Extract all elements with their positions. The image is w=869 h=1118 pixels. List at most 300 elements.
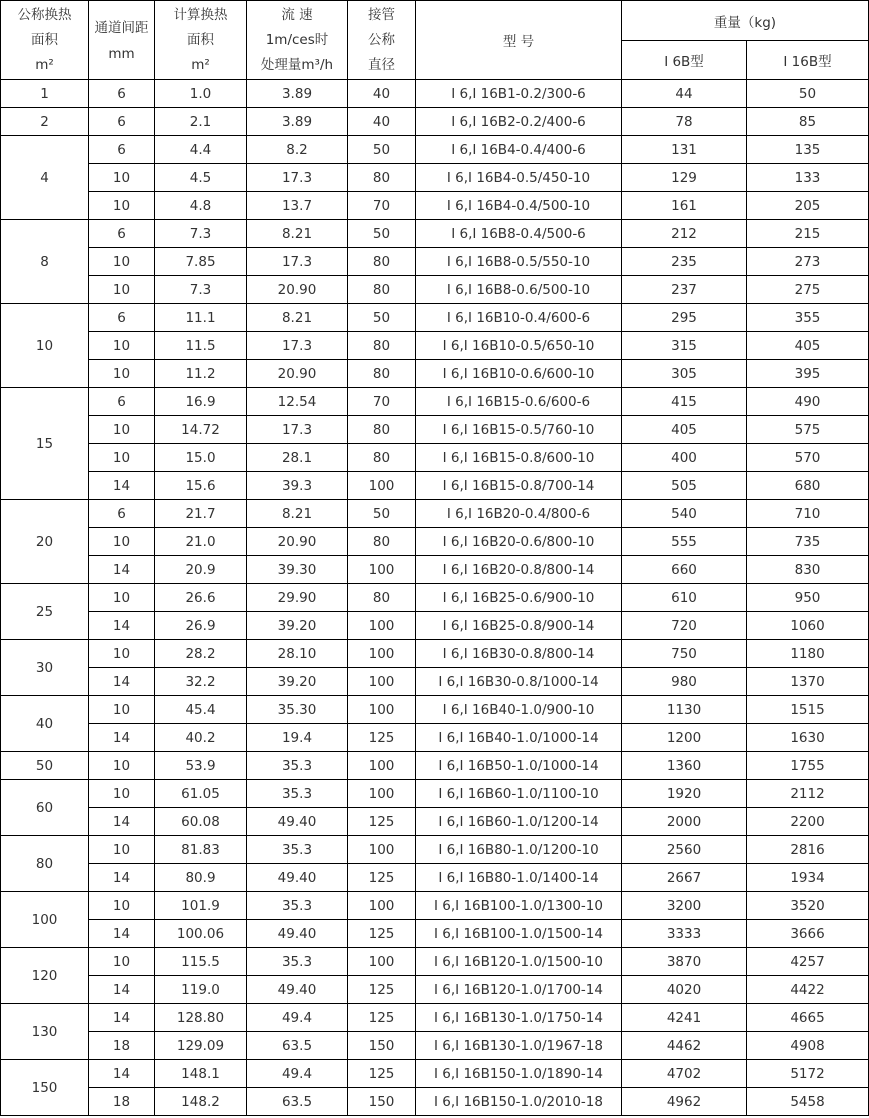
cell-flow-rate: 8.21 <box>247 304 348 332</box>
table-row <box>1 136 869 164</box>
cell-weight-16b: 2816 <box>747 836 869 864</box>
cell-weight-6b: 237 <box>622 276 747 304</box>
cell-weight-6b: 4962 <box>622 1088 747 1116</box>
cell-weight-16b: 133 <box>747 164 869 192</box>
cell-model: I 6,I 16B15-0.6/600-6 <box>416 388 622 416</box>
cell-weight-16b: 570 <box>747 444 869 472</box>
cell-nominal-area: 50 <box>1 752 89 780</box>
table-row <box>1 528 869 556</box>
cell-weight-16b: 680 <box>747 472 869 500</box>
cell-calc-area: 129.09 <box>155 1032 247 1060</box>
table-row <box>1 836 869 864</box>
cell-flow-rate: 49.40 <box>247 808 348 836</box>
cell-pipe-diameter: 80 <box>348 528 416 556</box>
cell-pipe-diameter: 70 <box>348 388 416 416</box>
cell-model: I 6,I 16B60-1.0/1200-14 <box>416 808 622 836</box>
cell-weight-6b: 161 <box>622 192 747 220</box>
cell-calc-area: 128.80 <box>155 1004 247 1032</box>
cell-model: I 6,I 16B25-0.8/900-14 <box>416 612 622 640</box>
cell-model: I 6,I 16B4-0.5/450-10 <box>416 164 622 192</box>
cell-weight-6b: 44 <box>622 80 747 108</box>
cell-flow-rate: 39.30 <box>247 556 348 584</box>
cell-weight-16b: 4257 <box>747 948 869 976</box>
cell-pipe-diameter: 80 <box>348 360 416 388</box>
cell-model: I 6,I 16B100-1.0/1500-14 <box>416 920 622 948</box>
cell-pipe-diameter: 100 <box>348 640 416 668</box>
cell-pipe-diameter: 50 <box>348 500 416 528</box>
cell-calc-area: 148.2 <box>155 1088 247 1116</box>
cell-model: I 6,I 16B8-0.6/500-10 <box>416 276 622 304</box>
cell-weight-6b: 235 <box>622 248 747 276</box>
cell-flow-rate: 17.3 <box>247 248 348 276</box>
table-row <box>1 500 869 528</box>
cell-pipe-diameter: 125 <box>348 808 416 836</box>
cell-pipe-diameter: 40 <box>348 108 416 136</box>
cell-channel-gap: 10 <box>89 416 155 444</box>
table-row <box>1 1032 869 1060</box>
cell-flow-rate: 35.3 <box>247 836 348 864</box>
cell-pipe-diameter: 150 <box>348 1088 416 1116</box>
cell-pipe-diameter: 100 <box>348 948 416 976</box>
cell-model: I 6,I 16B20-0.6/800-10 <box>416 528 622 556</box>
cell-pipe-diameter: 80 <box>348 444 416 472</box>
cell-channel-gap: 14 <box>89 864 155 892</box>
cell-pipe-diameter: 100 <box>348 780 416 808</box>
cell-pipe-diameter: 125 <box>348 920 416 948</box>
cell-calc-area: 4.5 <box>155 164 247 192</box>
cell-nominal-area: 30 <box>1 640 89 696</box>
cell-model: I 6,I 16B40-1.0/1000-14 <box>416 724 622 752</box>
cell-channel-gap: 10 <box>89 528 155 556</box>
cell-model: I 6,I 16B130-1.0/1967-18 <box>416 1032 622 1060</box>
table-row <box>1 388 869 416</box>
cell-channel-gap: 6 <box>89 388 155 416</box>
cell-channel-gap: 10 <box>89 780 155 808</box>
cell-calc-area: 7.3 <box>155 276 247 304</box>
cell-nominal-area: 60 <box>1 780 89 836</box>
cell-calc-area: 100.06 <box>155 920 247 948</box>
cell-weight-6b: 2667 <box>622 864 747 892</box>
cell-weight-16b: 355 <box>747 304 869 332</box>
cell-model: I 6,I 16B50-1.0/1000-14 <box>416 752 622 780</box>
cell-calc-area: 11.5 <box>155 332 247 360</box>
cell-calc-area: 148.1 <box>155 1060 247 1088</box>
cell-calc-area: 21.7 <box>155 500 247 528</box>
cell-model: I 6,I 16B4-0.4/500-10 <box>416 192 622 220</box>
cell-flow-rate: 8.21 <box>247 220 348 248</box>
cell-calc-area: 26.9 <box>155 612 247 640</box>
cell-model: I 6,I 16B30-0.8/1000-14 <box>416 668 622 696</box>
cell-weight-6b: 1920 <box>622 780 747 808</box>
header-weight-6b: I 6B型 <box>622 41 747 80</box>
cell-channel-gap: 10 <box>89 948 155 976</box>
cell-channel-gap: 6 <box>89 500 155 528</box>
cell-weight-6b: 980 <box>622 668 747 696</box>
cell-weight-16b: 1370 <box>747 668 869 696</box>
cell-model: I 6,I 16B130-1.0/1750-14 <box>416 1004 622 1032</box>
cell-weight-6b: 720 <box>622 612 747 640</box>
cell-flow-rate: 20.90 <box>247 360 348 388</box>
header-calc-area <box>155 1 247 80</box>
cell-weight-16b: 273 <box>747 248 869 276</box>
cell-pipe-diameter: 40 <box>348 80 416 108</box>
cell-calc-area: 14.72 <box>155 416 247 444</box>
cell-nominal-area: 100 <box>1 892 89 948</box>
cell-flow-rate: 39.3 <box>247 472 348 500</box>
table-row <box>1 808 869 836</box>
cell-weight-6b: 3200 <box>622 892 747 920</box>
cell-weight-6b: 305 <box>622 360 747 388</box>
cell-weight-6b: 660 <box>622 556 747 584</box>
cell-weight-16b: 1515 <box>747 696 869 724</box>
table-row <box>1 108 869 136</box>
table-row <box>1 164 869 192</box>
header-line: m² <box>191 56 210 73</box>
cell-calc-area: 53.9 <box>155 752 247 780</box>
cell-weight-6b: 555 <box>622 528 747 556</box>
header-line: 公称换热 <box>17 6 72 23</box>
cell-channel-gap: 14 <box>89 1060 155 1088</box>
cell-pipe-diameter: 50 <box>348 136 416 164</box>
table-row <box>1 976 869 1004</box>
cell-weight-16b: 735 <box>747 528 869 556</box>
cell-weight-16b: 1060 <box>747 612 869 640</box>
cell-pipe-diameter: 100 <box>348 752 416 780</box>
cell-model: I 6,I 16B60-1.0/1100-10 <box>416 780 622 808</box>
cell-pipe-diameter: 125 <box>348 724 416 752</box>
header-line: 公称 <box>368 31 395 48</box>
cell-weight-16b: 215 <box>747 220 869 248</box>
table-row <box>1 1088 869 1116</box>
cell-flow-rate: 29.90 <box>247 584 348 612</box>
cell-model: I 6,I 16B1-0.2/300-6 <box>416 80 622 108</box>
cell-nominal-area: 120 <box>1 948 89 1004</box>
cell-calc-area: 32.2 <box>155 668 247 696</box>
cell-model: I 6,I 16B2-0.2/400-6 <box>416 108 622 136</box>
cell-calc-area: 61.05 <box>155 780 247 808</box>
cell-model: I 6,I 16B100-1.0/1300-10 <box>416 892 622 920</box>
cell-model: I 6,I 16B10-0.6/600-10 <box>416 360 622 388</box>
cell-flow-rate: 35.3 <box>247 948 348 976</box>
cell-pipe-diameter: 100 <box>348 892 416 920</box>
cell-weight-16b: 1934 <box>747 864 869 892</box>
header-line: m² <box>35 56 54 73</box>
cell-channel-gap: 10 <box>89 360 155 388</box>
header-line: 直径 <box>368 56 395 73</box>
cell-flow-rate: 3.89 <box>247 108 348 136</box>
cell-channel-gap: 14 <box>89 556 155 584</box>
cell-channel-gap: 14 <box>89 472 155 500</box>
cell-pipe-diameter: 100 <box>348 668 416 696</box>
cell-pipe-diameter: 125 <box>348 976 416 1004</box>
cell-weight-6b: 1130 <box>622 696 747 724</box>
cell-weight-6b: 4241 <box>622 1004 747 1032</box>
cell-nominal-area: 130 <box>1 1004 89 1060</box>
header-weight: 重量（kg) <box>622 1 869 41</box>
header-flow-rate <box>247 1 348 80</box>
table-header <box>1 1 869 80</box>
cell-model: I 6,I 16B20-0.4/800-6 <box>416 500 622 528</box>
cell-weight-16b: 1180 <box>747 640 869 668</box>
cell-weight-16b: 2200 <box>747 808 869 836</box>
cell-weight-16b: 1630 <box>747 724 869 752</box>
table-row <box>1 360 869 388</box>
cell-flow-rate: 28.1 <box>247 444 348 472</box>
header-line: 接管 <box>368 6 395 23</box>
cell-model: I 6,I 16B80-1.0/1400-14 <box>416 864 622 892</box>
cell-weight-16b: 4665 <box>747 1004 869 1032</box>
table-row <box>1 1004 869 1032</box>
cell-pipe-diameter: 50 <box>348 304 416 332</box>
header-line: 计算换热 <box>173 6 228 23</box>
cell-weight-16b: 85 <box>747 108 869 136</box>
cell-channel-gap: 14 <box>89 1004 155 1032</box>
cell-channel-gap: 18 <box>89 1032 155 1060</box>
cell-calc-area: 4.4 <box>155 136 247 164</box>
cell-nominal-area: 20 <box>1 500 89 584</box>
cell-weight-6b: 4462 <box>622 1032 747 1060</box>
table-row <box>1 80 869 108</box>
header-channel-gap <box>89 1 155 80</box>
cell-channel-gap: 6 <box>89 136 155 164</box>
cell-weight-6b: 3870 <box>622 948 747 976</box>
cell-nominal-area: 25 <box>1 584 89 640</box>
cell-weight-16b: 3520 <box>747 892 869 920</box>
table-row <box>1 248 869 276</box>
header-line: 面积 <box>187 31 214 48</box>
header-model: 型 号 <box>416 1 622 80</box>
cell-pipe-diameter: 100 <box>348 612 416 640</box>
cell-channel-gap: 10 <box>89 276 155 304</box>
cell-model: I 6,I 16B120-1.0/1500-10 <box>416 948 622 976</box>
table-row <box>1 612 869 640</box>
cell-nominal-area: 15 <box>1 388 89 500</box>
cell-channel-gap: 14 <box>89 724 155 752</box>
table-row <box>1 864 869 892</box>
cell-flow-rate: 12.54 <box>247 388 348 416</box>
cell-nominal-area: 150 <box>1 1060 89 1116</box>
cell-model: I 6,I 16B4-0.4/400-6 <box>416 136 622 164</box>
cell-channel-gap: 14 <box>89 808 155 836</box>
cell-channel-gap: 6 <box>89 108 155 136</box>
cell-weight-6b: 540 <box>622 500 747 528</box>
cell-channel-gap: 10 <box>89 752 155 780</box>
table-row <box>1 752 869 780</box>
cell-calc-area: 81.83 <box>155 836 247 864</box>
cell-flow-rate: 35.3 <box>247 780 348 808</box>
cell-weight-6b: 750 <box>622 640 747 668</box>
cell-weight-6b: 129 <box>622 164 747 192</box>
cell-weight-16b: 5458 <box>747 1088 869 1116</box>
cell-weight-16b: 5172 <box>747 1060 869 1088</box>
cell-channel-gap: 10 <box>89 892 155 920</box>
cell-flow-rate: 39.20 <box>247 612 348 640</box>
cell-flow-rate: 20.90 <box>247 276 348 304</box>
cell-channel-gap: 10 <box>89 248 155 276</box>
table-body <box>1 80 869 1116</box>
cell-flow-rate: 63.5 <box>247 1032 348 1060</box>
cell-channel-gap: 18 <box>89 1088 155 1116</box>
header-line: 处理量m³/h <box>260 56 334 73</box>
header-line: mm <box>108 46 135 62</box>
cell-channel-gap: 10 <box>89 836 155 864</box>
cell-flow-rate: 49.4 <box>247 1004 348 1032</box>
cell-channel-gap: 10 <box>89 332 155 360</box>
cell-channel-gap: 10 <box>89 444 155 472</box>
table-row <box>1 416 869 444</box>
cell-weight-16b: 50 <box>747 80 869 108</box>
cell-pipe-diameter: 100 <box>348 472 416 500</box>
cell-flow-rate: 8.21 <box>247 500 348 528</box>
cell-weight-16b: 710 <box>747 500 869 528</box>
table-row <box>1 220 869 248</box>
cell-weight-16b: 4908 <box>747 1032 869 1060</box>
header-nominal-area <box>1 1 89 80</box>
cell-model: I 6,I 16B15-0.8/700-14 <box>416 472 622 500</box>
cell-nominal-area: 1 <box>1 80 89 108</box>
cell-model: I 6,I 16B10-0.4/600-6 <box>416 304 622 332</box>
cell-nominal-area: 10 <box>1 304 89 388</box>
cell-calc-area: 16.9 <box>155 388 247 416</box>
cell-flow-rate: 49.4 <box>247 1060 348 1088</box>
cell-nominal-area: 40 <box>1 696 89 752</box>
cell-calc-area: 7.3 <box>155 220 247 248</box>
cell-pipe-diameter: 125 <box>348 864 416 892</box>
cell-channel-gap: 6 <box>89 80 155 108</box>
cell-flow-rate: 35.3 <box>247 752 348 780</box>
cell-calc-area: 4.8 <box>155 192 247 220</box>
cell-flow-rate: 49.40 <box>247 864 348 892</box>
cell-model: I 6,I 16B150-1.0/2010-18 <box>416 1088 622 1116</box>
cell-calc-area: 60.08 <box>155 808 247 836</box>
table-row <box>1 444 869 472</box>
cell-model: I 6,I 16B120-1.0/1700-14 <box>416 976 622 1004</box>
cell-model: I 6,I 16B15-0.8/600-10 <box>416 444 622 472</box>
table-row <box>1 472 869 500</box>
cell-weight-16b: 830 <box>747 556 869 584</box>
cell-pipe-diameter: 150 <box>348 1032 416 1060</box>
cell-calc-area: 45.4 <box>155 696 247 724</box>
cell-channel-gap: 6 <box>89 304 155 332</box>
cell-weight-6b: 2560 <box>622 836 747 864</box>
cell-calc-area: 40.2 <box>155 724 247 752</box>
cell-calc-area: 2.1 <box>155 108 247 136</box>
cell-channel-gap: 14 <box>89 612 155 640</box>
cell-pipe-diameter: 80 <box>348 584 416 612</box>
cell-calc-area: 11.2 <box>155 360 247 388</box>
header-line: 通道间距 <box>94 20 149 36</box>
cell-weight-6b: 2000 <box>622 808 747 836</box>
cell-channel-gap: 6 <box>89 220 155 248</box>
cell-model: I 6,I 16B15-0.5/760-10 <box>416 416 622 444</box>
cell-calc-area: 80.9 <box>155 864 247 892</box>
cell-model: I 6,I 16B8-0.4/500-6 <box>416 220 622 248</box>
cell-flow-rate: 20.90 <box>247 528 348 556</box>
cell-model: I 6,I 16B10-0.5/650-10 <box>416 332 622 360</box>
cell-weight-16b: 275 <box>747 276 869 304</box>
cell-channel-gap: 10 <box>89 640 155 668</box>
cell-channel-gap: 10 <box>89 584 155 612</box>
table-row <box>1 304 869 332</box>
cell-channel-gap: 14 <box>89 976 155 1004</box>
cell-calc-area: 7.85 <box>155 248 247 276</box>
cell-weight-6b: 1360 <box>622 752 747 780</box>
cell-flow-rate: 8.2 <box>247 136 348 164</box>
cell-flow-rate: 49.40 <box>247 976 348 1004</box>
cell-weight-16b: 3666 <box>747 920 869 948</box>
table-row <box>1 276 869 304</box>
cell-pipe-diameter: 80 <box>348 248 416 276</box>
cell-weight-16b: 1755 <box>747 752 869 780</box>
cell-calc-area: 26.6 <box>155 584 247 612</box>
cell-pipe-diameter: 80 <box>348 276 416 304</box>
cell-weight-6b: 610 <box>622 584 747 612</box>
table-row <box>1 920 869 948</box>
header-pipe-diameter <box>348 1 416 80</box>
cell-calc-area: 1.0 <box>155 80 247 108</box>
cell-flow-rate: 13.7 <box>247 192 348 220</box>
cell-weight-16b: 575 <box>747 416 869 444</box>
cell-weight-16b: 490 <box>747 388 869 416</box>
cell-pipe-diameter: 100 <box>348 836 416 864</box>
cell-calc-area: 119.0 <box>155 976 247 1004</box>
cell-model: I 6,I 16B8-0.5/550-10 <box>416 248 622 276</box>
cell-weight-16b: 395 <box>747 360 869 388</box>
cell-flow-rate: 49.40 <box>247 920 348 948</box>
cell-weight-16b: 4422 <box>747 976 869 1004</box>
cell-pipe-diameter: 70 <box>348 192 416 220</box>
table-row <box>1 892 869 920</box>
table-row <box>1 192 869 220</box>
header-line: 1m/ces时 <box>265 31 329 48</box>
cell-weight-6b: 131 <box>622 136 747 164</box>
table-row <box>1 1060 869 1088</box>
cell-calc-area: 21.0 <box>155 528 247 556</box>
cell-pipe-diameter: 80 <box>348 416 416 444</box>
cell-weight-6b: 315 <box>622 332 747 360</box>
table-row <box>1 332 869 360</box>
cell-model: I 6,I 16B40-1.0/900-10 <box>416 696 622 724</box>
table-row <box>1 948 869 976</box>
cell-calc-area: 15.6 <box>155 472 247 500</box>
cell-weight-6b: 405 <box>622 416 747 444</box>
cell-weight-6b: 4020 <box>622 976 747 1004</box>
cell-flow-rate: 19.4 <box>247 724 348 752</box>
cell-flow-rate: 3.89 <box>247 80 348 108</box>
table-row <box>1 696 869 724</box>
table-row <box>1 780 869 808</box>
cell-flow-rate: 17.3 <box>247 416 348 444</box>
cell-flow-rate: 63.5 <box>247 1088 348 1116</box>
cell-weight-6b: 505 <box>622 472 747 500</box>
cell-model: I 6,I 16B25-0.6/900-10 <box>416 584 622 612</box>
header-line: 流 速 <box>281 6 313 23</box>
cell-pipe-diameter: 125 <box>348 1060 416 1088</box>
cell-calc-area: 115.5 <box>155 948 247 976</box>
cell-weight-6b: 295 <box>622 304 747 332</box>
cell-channel-gap: 14 <box>89 920 155 948</box>
table-row <box>1 724 869 752</box>
cell-flow-rate: 17.3 <box>247 332 348 360</box>
cell-model: I 6,I 16B80-1.0/1200-10 <box>416 836 622 864</box>
cell-nominal-area: 4 <box>1 136 89 220</box>
cell-pipe-diameter: 50 <box>348 220 416 248</box>
cell-pipe-diameter: 100 <box>348 556 416 584</box>
table-row <box>1 668 869 696</box>
cell-weight-6b: 1200 <box>622 724 747 752</box>
cell-flow-rate: 35.30 <box>247 696 348 724</box>
cell-channel-gap: 10 <box>89 164 155 192</box>
